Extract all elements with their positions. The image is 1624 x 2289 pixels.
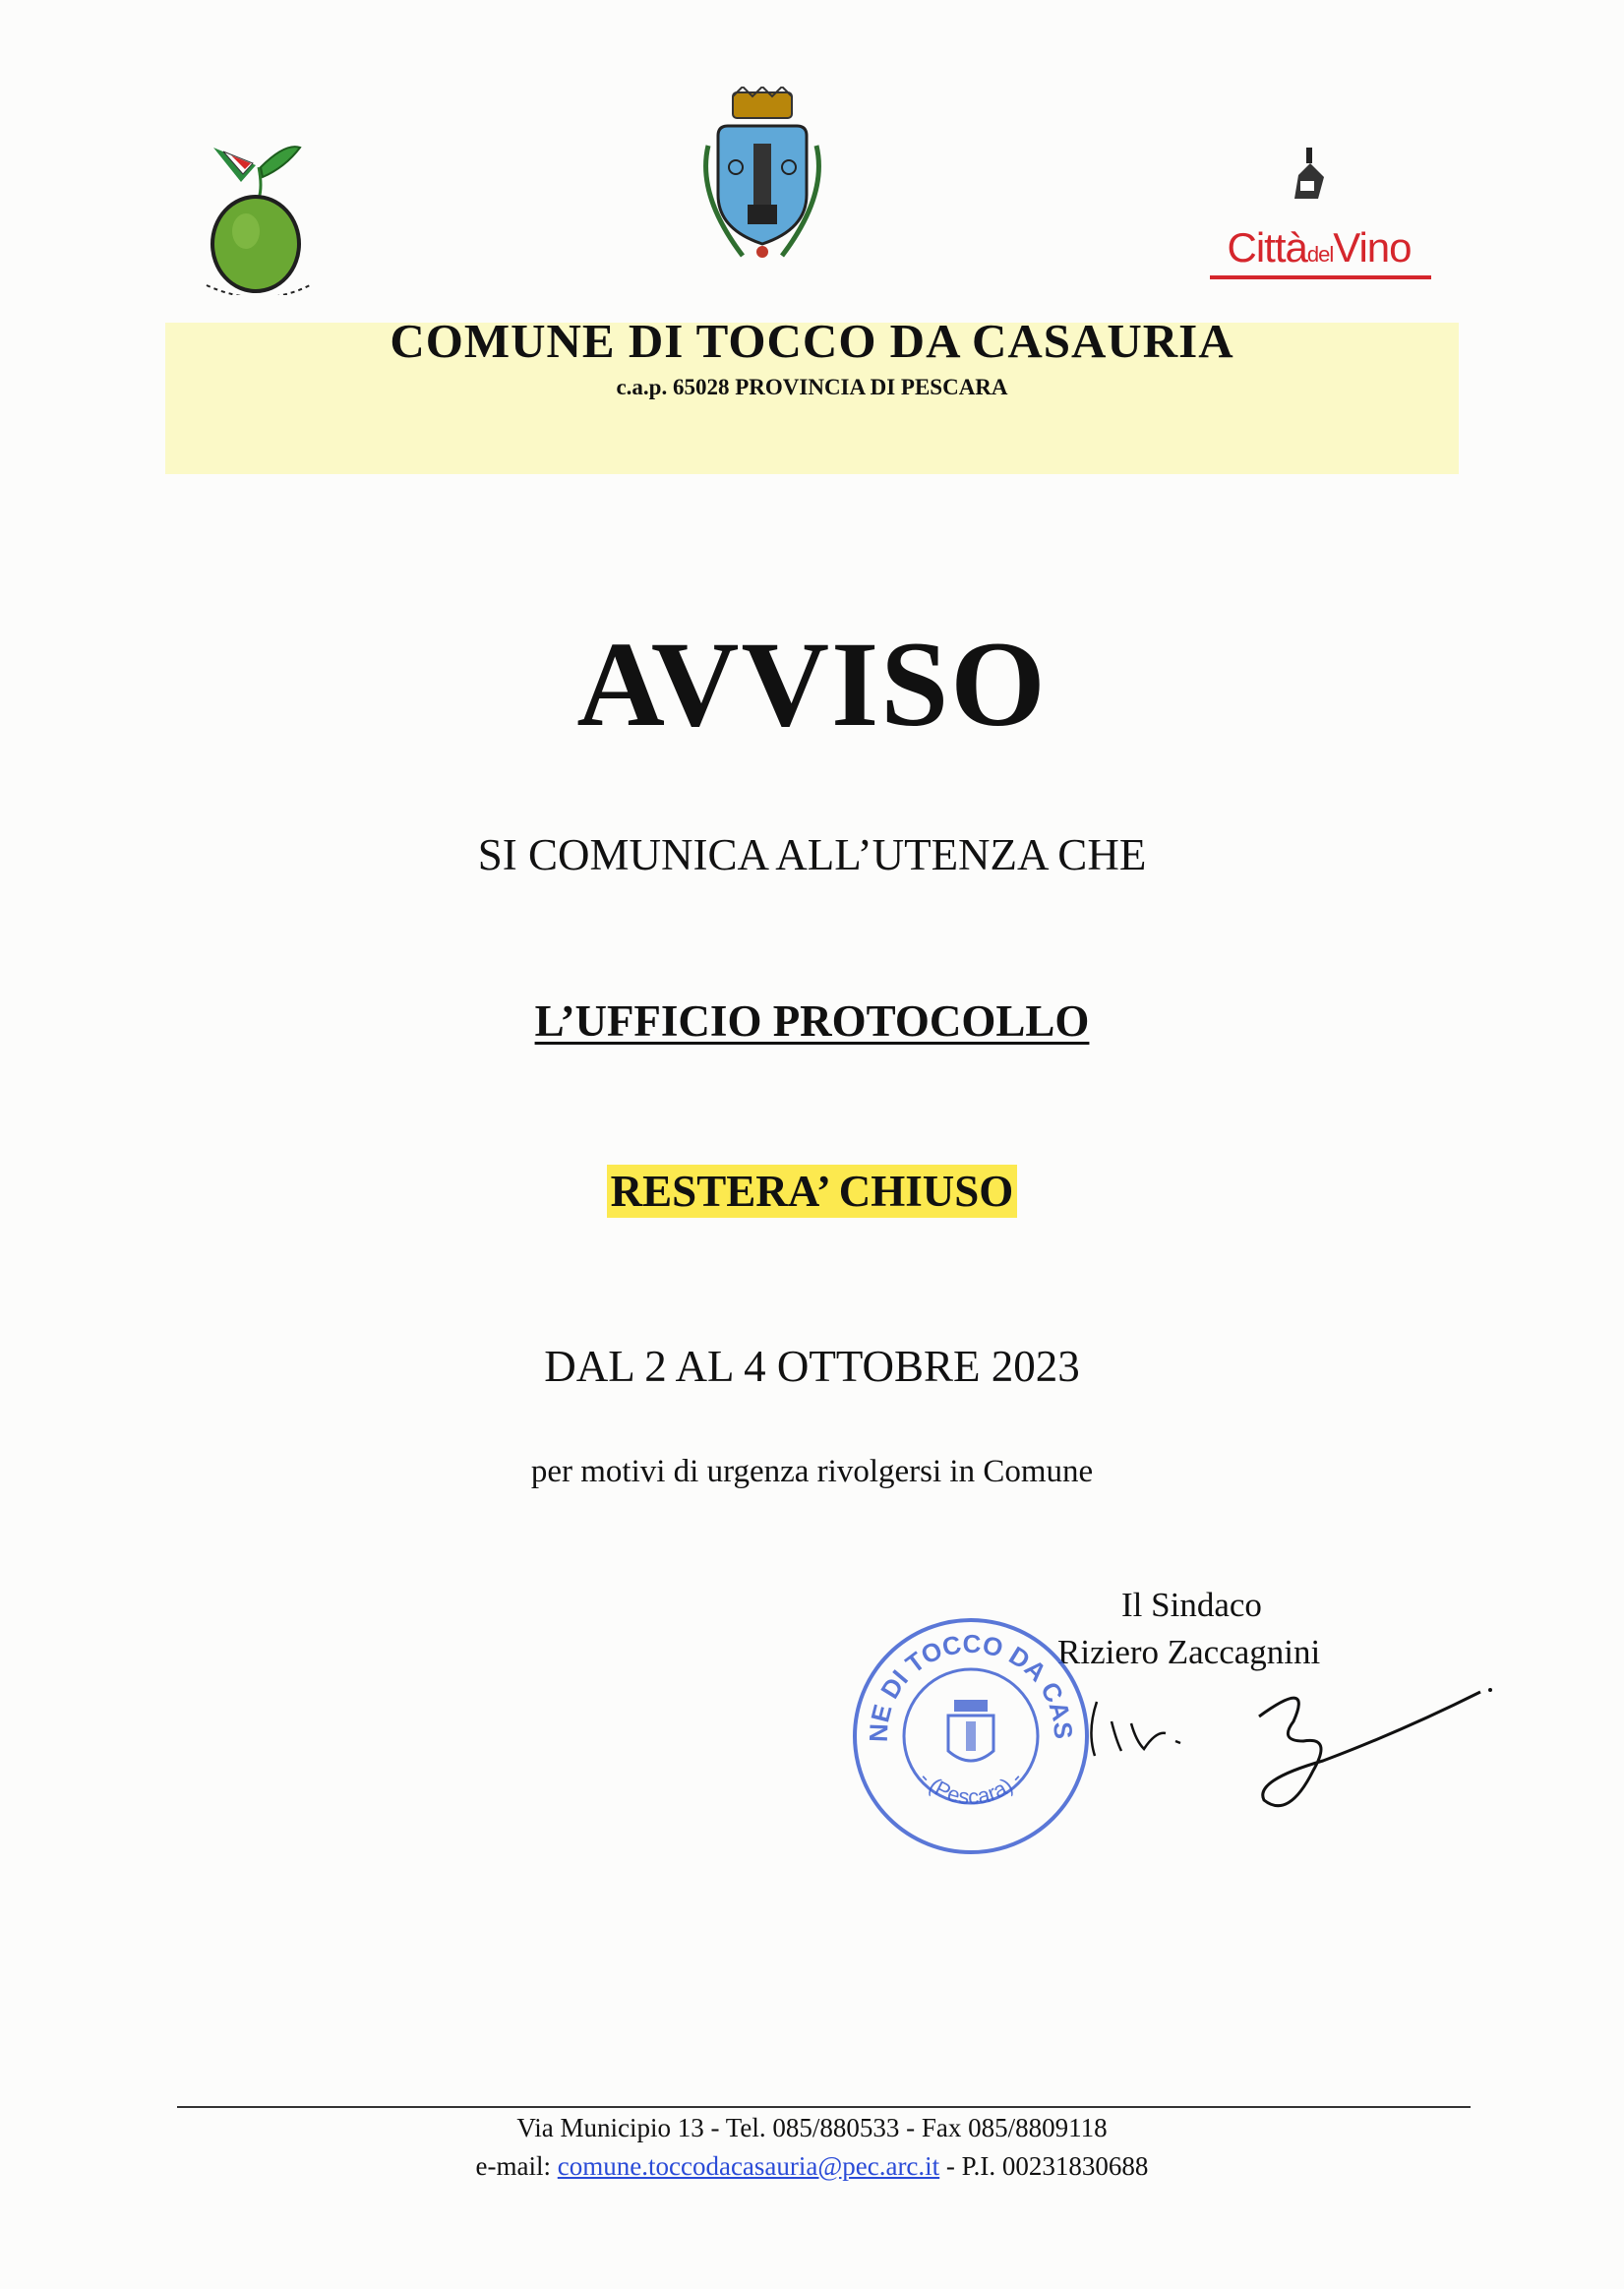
notice-note: per motivi di urgenza rivolgersi in Comune: [530, 1454, 1094, 1489]
notice-intro: SI COMUNICA ALL’UTENZA CHE: [477, 830, 1147, 879]
olive-logo-icon: [202, 138, 330, 295]
status-highlight: RESTERA’ CHIUSO: [607, 1165, 1018, 1218]
office-label: L’UFFICIO PROTOCOLLO: [534, 996, 1090, 1046]
brand-text: CittàdelVino: [1227, 224, 1412, 271]
citta-del-vino-logo: [1200, 148, 1436, 285]
mayor-name: Riziero Zaccagnini: [1057, 1633, 1321, 1671]
mayor-role: Il Sindaco: [1121, 1586, 1262, 1624]
wine-bottle-icon: [1291, 148, 1330, 202]
email-link[interactable]: comune.toccodacasauria@pec.arc.it: [557, 2151, 940, 2181]
footer-contacts: [0, 2151, 1624, 2182]
official-stamp: [848, 1613, 1094, 1859]
stamp-top-text: NE DI TOCCO DA CAS: [863, 1628, 1079, 1743]
municipality-title: COMUNE DI TOCCO DA CASAURIA: [390, 314, 1234, 368]
notice-dates: DAL 2 AL 4 OTTOBRE 2023: [544, 1342, 1080, 1391]
vat-number: - P.I. 00231830688: [939, 2151, 1149, 2181]
municipal-coat-of-arms-icon: [689, 87, 836, 264]
notice-office: [0, 995, 1624, 1047]
svg-text:- (Pescara) -: [915, 1766, 1028, 1809]
municipality-subtitle: c.a.p. 65028 PROVINCIA DI PESCARA: [616, 375, 1008, 399]
email-label: e-mail:: [475, 2151, 558, 2181]
svg-text:COMUNE DI TOCCO DA CASAURIA: [848, 1613, 1078, 1742]
notice-title: AVVISO: [576, 617, 1048, 752]
stamp-bottom-text: - (Pescara) -: [914, 1766, 1028, 1810]
footer-address: Via Municipio 13 - Tel. 085/880533 - Fax 085/8809118: [516, 2113, 1108, 2142]
brand-underline: [1210, 275, 1431, 279]
notice-status: [0, 1166, 1624, 1217]
footer-divider: [177, 2106, 1471, 2108]
mayor-signature: [1067, 1662, 1510, 1830]
